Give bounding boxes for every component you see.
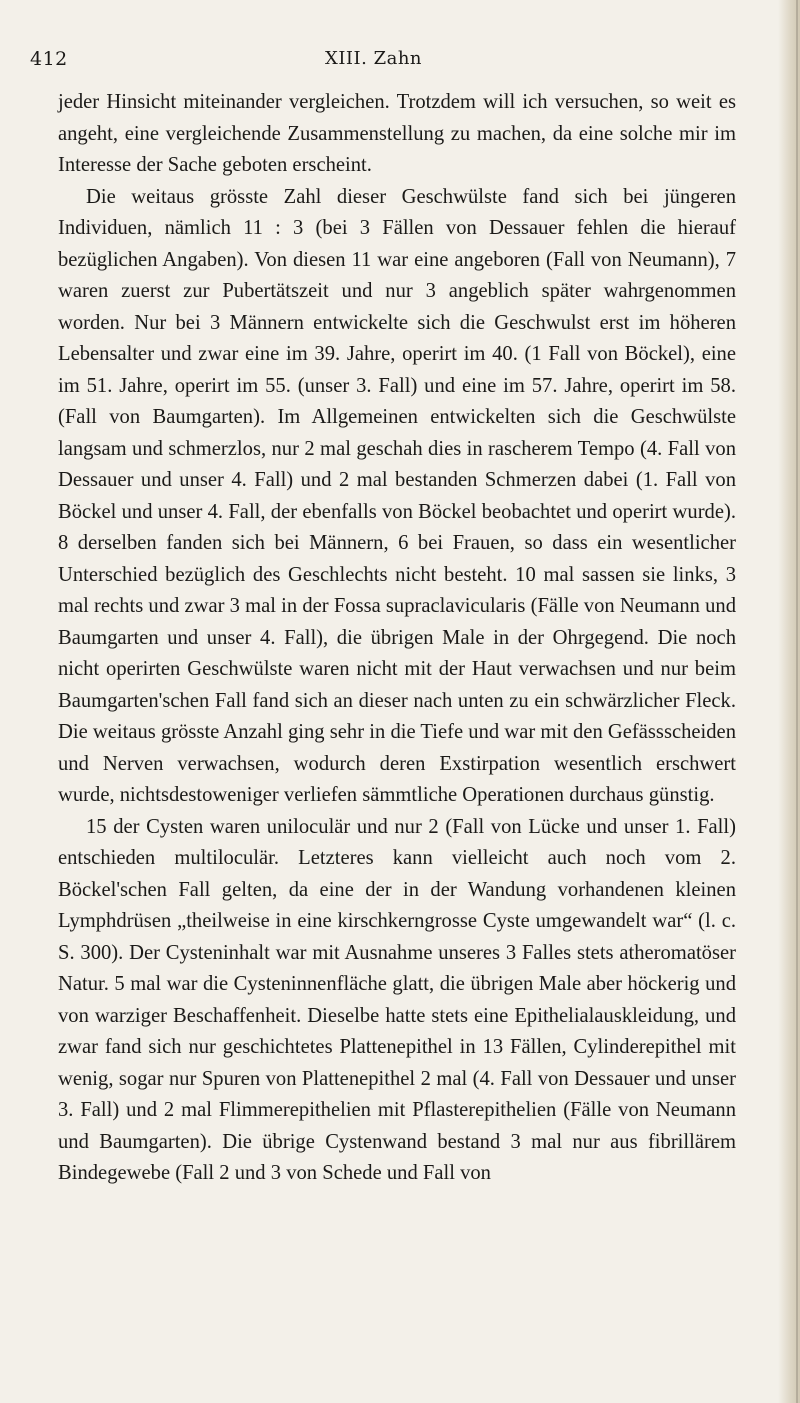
paragraph-continuation: jeder Hinsicht miteinander vergleichen. Trotzdem will ich versuchen, so weit es angeht, eine vergleichende Zusammenstellung zu machen, da eine solche mir im Interesse der Sache geboten erscheint. (58, 91, 736, 176)
body-text (58, 87, 736, 1190)
paragraph: 15 der Cysten waren uniloculär und nur 2 (Fall von Lücke und unser 1. Fall) entschieden multiloculär. Letzteres kann vielleicht auch noch vom 2. Böckel'schen Fall gelten, da eine der in der Wandung vorhandenen kleinen Lymphdrüsen „theilweise in eine kirschkerngrosse Cyste umgewandelt war“ (l. c. S. 300). Der Cysteninhalt war mit Ausnahme unseres 3 Falles stets atheromatöser Natur. 5 mal war die Cysteninnenfläche glatt, die übrigen Male aber höckerig und von warziger Beschaffenheit. Dieselbe hatte stets eine Epithelialauskleidung, und zwar fand sich nur geschichtetes Plattenepithel in 13 Fällen, Cylinderepithel mit wenig, sogar nur Spuren von Plattenepithel 2 mal (4. Fall von Dessauer und unser 3. Fall) und 2 mal Flimmerepithelien mit Pflasterepithelien (Fälle von Neumann und Baumgarten). Die übrige Cystenwand bestand 3 mal nur aus fibrillärem Bindegewebe (Fall 2 und 3 von Schede und Fall von (58, 815, 736, 1184)
page-header (30, 30, 770, 70)
running-head: XIII. Zahn (325, 48, 423, 69)
paragraph: Die weitaus grösste Zahl dieser Geschwülste fand sich bei jüngeren Individuen, nämlich 11 : 3 (bei 3 Fällen von Dessauer fehlen die hierauf bezüglichen Angaben). Von diesen 11 war eine angeboren (Fall von Neumann), 7 waren zuerst zur Pubertätszeit und nur 3 angeblich später wahrgenommen worden. Nur bei 3 Männern entwickelte sich die Geschwulst erst im höheren Lebensalter und zwar eine im 39. Jahre, operirt im 40. (1 Fall von Böckel), eine im 51. Jahre, operirt im 55. (unser 3. Fall) und eine im 57. Jahre, operirt im 58. (Fall von Baumgarten). Im Allgemeinen entwickelten sich die Geschwülste langsam und schmerzlos, nur 2 mal geschah dies in rascherem Tempo (4. Fall von Dessauer und unser 4. Fall) und 2 mal bestanden Schmerzen dabei (1. Fall von Böckel und unser 4. Fall, der ebenfalls von Böckel beobachtet und operirt wurde). 8 derselben fanden sich bei Männern, 6 bei Frauen, so dass ein wesentlicher Unterschied bezüglich des Geschlechts nicht besteht. 10 mal sassen sie links, 3 mal rechts und zwar 3 mal in der Fossa supraclavicularis (Fälle von Neumann und Baumgarten und unser 4. Fall), die übrigen Male in der Ohrgegend. Die noch nicht operirten Geschwülste waren nicht mit der Haut verwachsen und nur beim Baumgarten'schen Fall fand sich an dieser nach unten zu ein schwärzlicher Fleck. Die weitaus grösste Anzahl ging sehr in die Tiefe und war mit den Gefässscheiden und Nerven verwachsen, wodurch deren Exstirpation wesentlich erschwert wurde, nichtsdestoweniger verliefen sämmtliche Operationen durchaus günstig. (58, 185, 736, 806)
page-number: 412 (30, 48, 68, 70)
page-edge-line (796, 0, 798, 1403)
